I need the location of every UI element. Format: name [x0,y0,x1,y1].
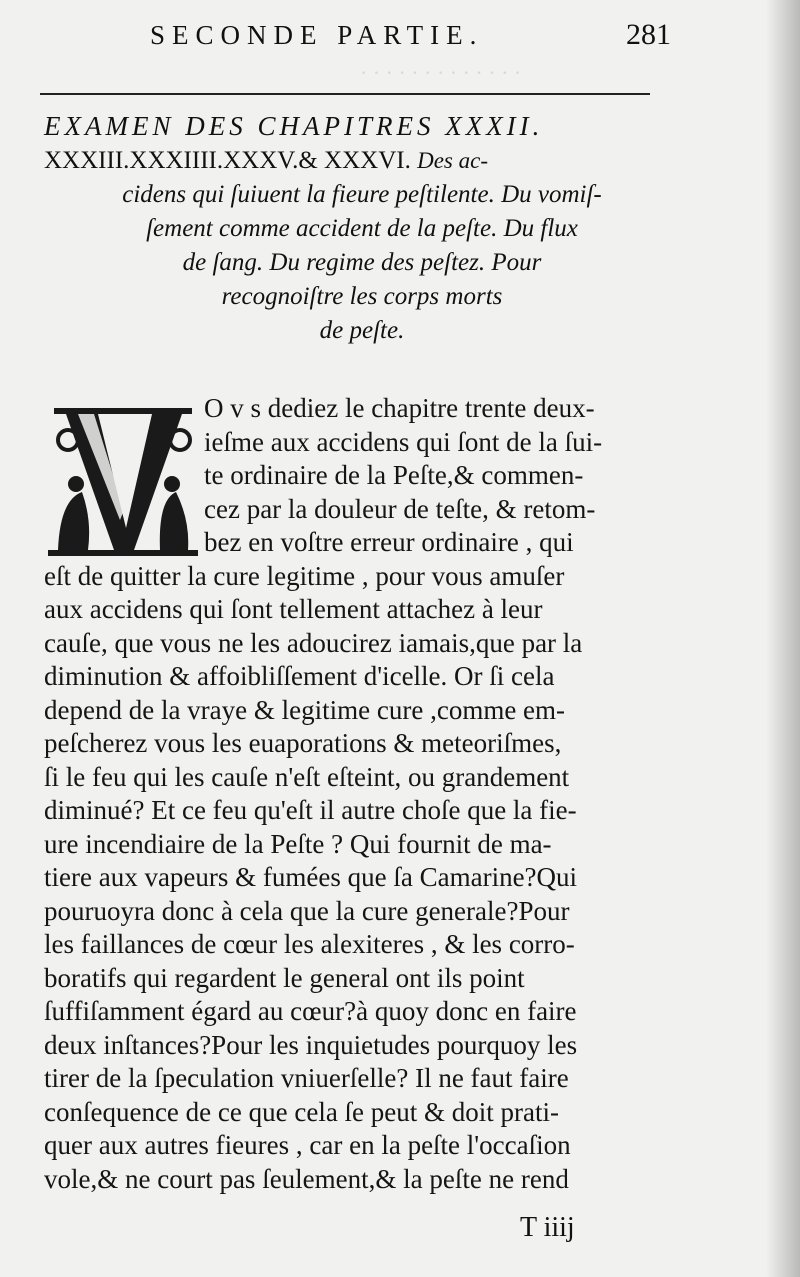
heading-line-6: recognoiſtre les corps morts [221,283,503,310]
heading-line-3: cidens qui ſuiuent la fieure peſtilente. Du vomiſ- [122,181,602,208]
header-rule [40,93,650,95]
body-line: cauſe, que vous ne les adoucirez iamais,que par la [44,627,583,658]
body-line: boratifs qui regardent le general ont ils point [44,962,525,993]
body-line: pouruoyra donc à cela que la cure generale?Pour [44,895,570,926]
body-line: aux accidens qui ſont tellement attachez à leur [44,594,543,624]
body-line: peſcherez vous les euaporations & meteoriſmes, [44,728,562,758]
body-line: O v s dediez le chapitre trente deux- [204,393,595,423]
body-line: vole,& ne court pas ſeulement,& la peſte ne rend [44,1163,569,1194]
body-line: quer aux autres fieures , car en la peſte l'occaſion [44,1130,571,1160]
body-line: deux inſtances?Pour les inquietudes pourquoy les [44,1029,578,1060]
body-line: ieſme aux accidens qui ſont de la ſui- [204,426,603,457]
running-head-title: SECONDE PARTIE. [150,20,484,50]
body-line: cez par la douleur de teſte, & retom- [204,493,596,524]
body-line: depend de la vraye & legitime cure ,comme em- [44,694,566,725]
body-line: tirer de la ſpeculation vniuerſelle? Il ne faut faire [44,1063,569,1093]
heading-line-1: EXAMEN DES CHAPITRES XXXII. [44,111,544,141]
chapter-heading [44,108,680,348]
heading-line-2 [44,144,680,178]
heading-line-2-roman: XXXIII.XXXIIII.XXXV.& XXXVI. [44,147,411,174]
body-line: te ordinaire de la Peſte,& commen- [204,460,584,490]
body-line: ure incendiaire de la Peſte ? Qui fournit de ma- [44,828,552,859]
body-line: diminution & affoibliſſement d'icelle. Or ſi cela [44,661,555,691]
show-through-text: · · · · · · · · · · · · · [360,60,522,85]
running-head [0,14,760,54]
signature-mark: T iiij [520,1212,575,1243]
page-number: 281 [626,18,671,51]
body-line: conſequence de ce que cela ſe peut & doit prati- [44,1096,560,1127]
body-paragraph [44,392,684,1196]
heading-line-2-italic: Des ac- [417,148,488,173]
body-line: tiere aux vapeurs & fumées que ſa Camarine?Qui [44,862,578,892]
body-line: ſuffiſamment égard au cœur?à quoy donc en faire [44,996,577,1026]
body-line: bez en voſtre erreur ordinaire , qui [204,527,574,557]
heading-line-7: de peſte. [319,317,405,344]
body-line: les faillances de cœur les alexiteres , & les corro- [44,929,575,959]
page-edge-shadow [766,0,800,1277]
body-line: eſt de quitter la cure legitime , pour vous amuſer [44,560,565,591]
body-line: diminué? Et ce feu qu'eſt il autre choſe que la fie- [44,795,577,825]
heading-line-5: de ſang. Du regime des peſtez. Pour [182,249,542,276]
body-line: ſi le feu qui les cauſe n'eſt eſteint, ou grandement [44,761,570,792]
heading-line-4: ſement comme accident de la peſte. Du flux [146,215,578,242]
